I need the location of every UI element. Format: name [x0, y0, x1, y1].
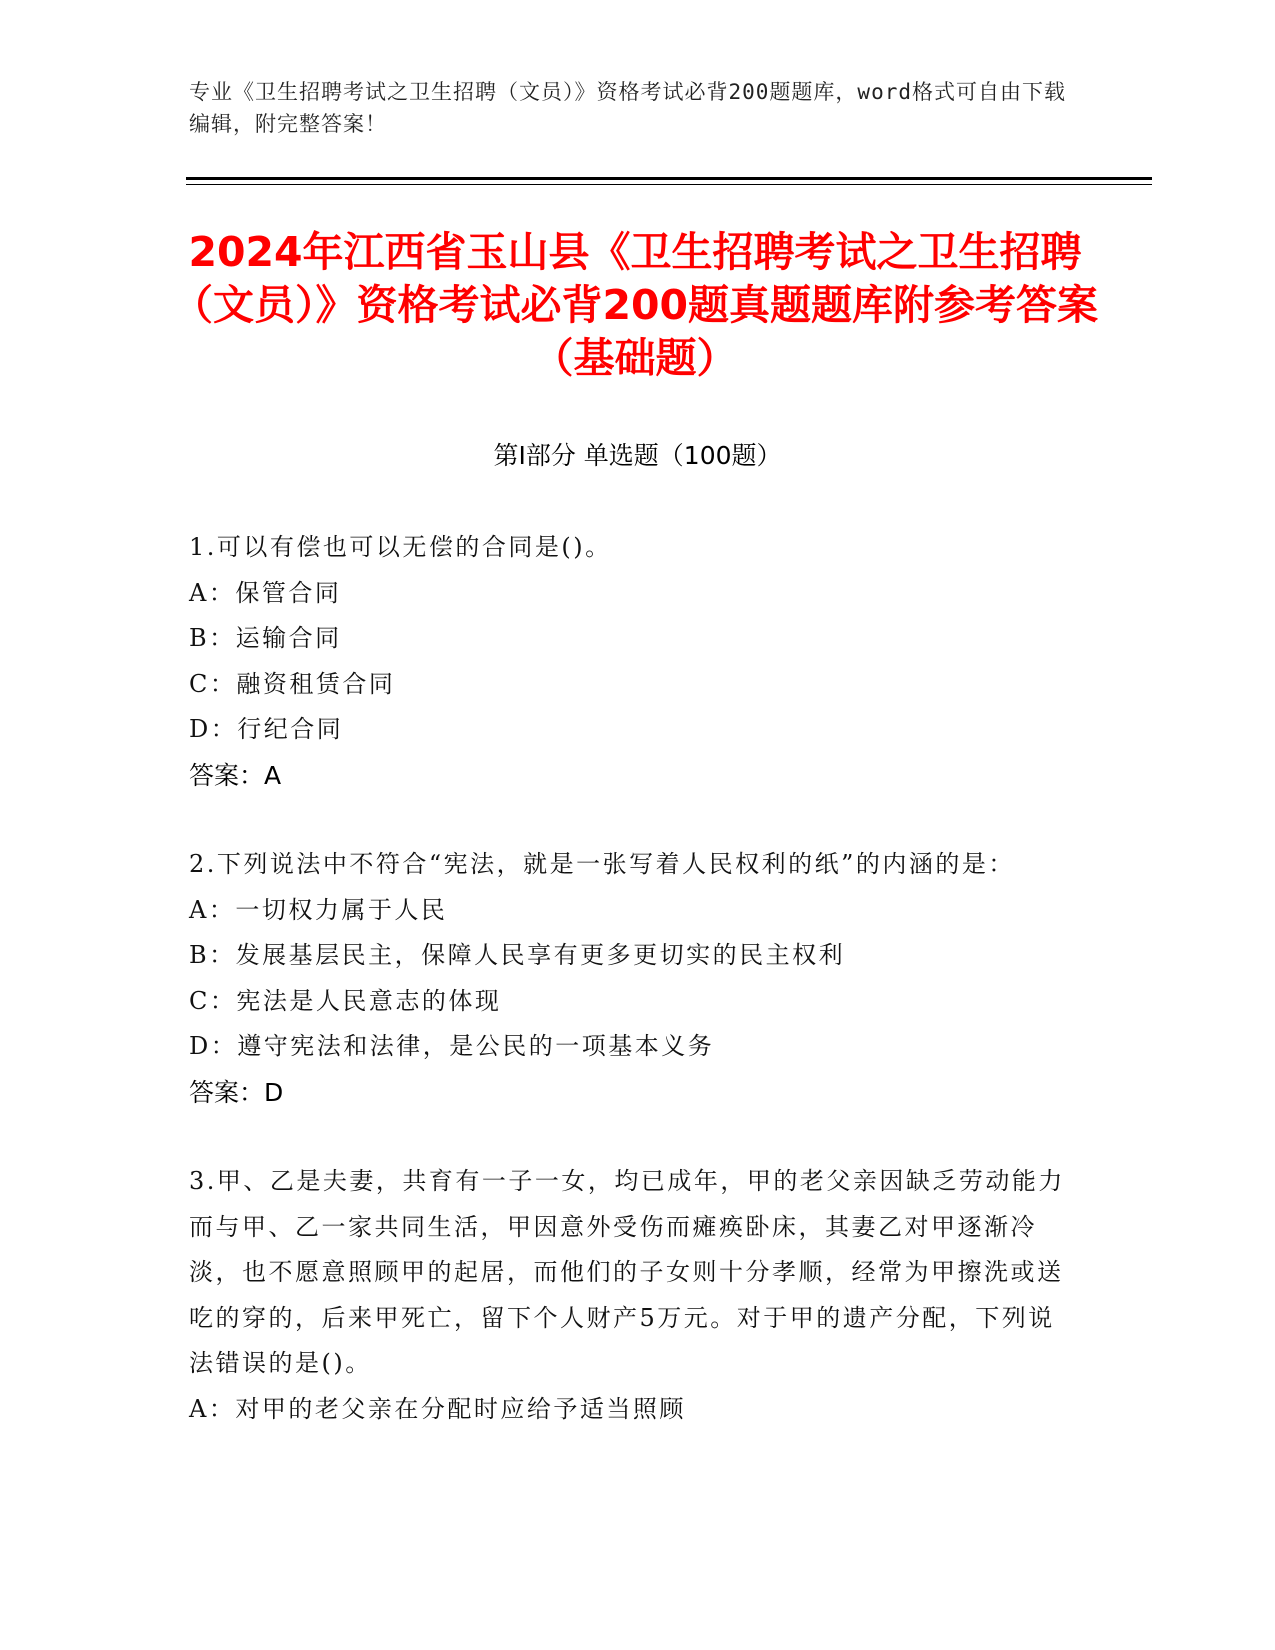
question-list [189, 525, 1069, 1476]
option-d: D：行纪合同 [189, 715, 344, 743]
document-header-note: 专业《卫生招聘考试之卫生招聘（文员）》资格考试必背200题题库，word格式可自由下载编辑，附完整答案！ [189, 80, 1066, 136]
question-stem: 3.甲、乙是夫妻，共育有一子一女，均已成年，甲的老父亲因缺乏劳动能力而与甲、乙一家共同生活，甲因意外受伤而瘫痪卧床，其妻乙对甲逐渐冷淡，也不愿意照顾甲的起居，而他们的子女则十分孝顺，经常为甲擦洗或送吃的穿的，后来甲死亡，留下个人财产5万元。对于甲的遗产分配，下列说法错误的是()。 [189, 1167, 1065, 1377]
header-divider-thin [186, 184, 1152, 185]
answer-line: 答案：D [189, 1077, 284, 1107]
question-stem: 2.下列说法中不符合“宪法，就是一张写着人民权利的纸”的内涵的是： [189, 850, 1015, 878]
document-title: 2024年江西省玉山县《卫生招聘考试之卫生招聘（文员）》资格考试必背200题真题题库附参考答案（基础题） [171, 228, 1099, 382]
option-c: C：融资租赁合同 [189, 669, 396, 698]
option-a: A：保管合同 [189, 578, 342, 607]
option-b: B：发展基层民主，保障人民享有更多更切实的民主权利 [189, 941, 846, 969]
option-d: D：遵守宪法和法律，是公民的一项基本义务 [189, 1032, 715, 1060]
option-c: C：宪法是人民意志的体现 [189, 986, 502, 1015]
option-b: B：运输合同 [189, 624, 342, 652]
header-divider-thick [186, 177, 1152, 180]
answer-line: 答案：A [189, 760, 282, 790]
option-a: A：对甲的老父亲在分配时应给予适当照顾 [189, 1394, 686, 1423]
question-2 [189, 842, 1069, 1115]
question-stem: 1.可以有偿也可以无偿的合同是()。 [189, 533, 612, 561]
question-3 [189, 1159, 1069, 1432]
option-a: A：一切权力属于人民 [189, 895, 448, 924]
section-heading: 第Ⅰ部分 单选题（100题） [493, 441, 782, 470]
question-1 [189, 525, 1069, 798]
